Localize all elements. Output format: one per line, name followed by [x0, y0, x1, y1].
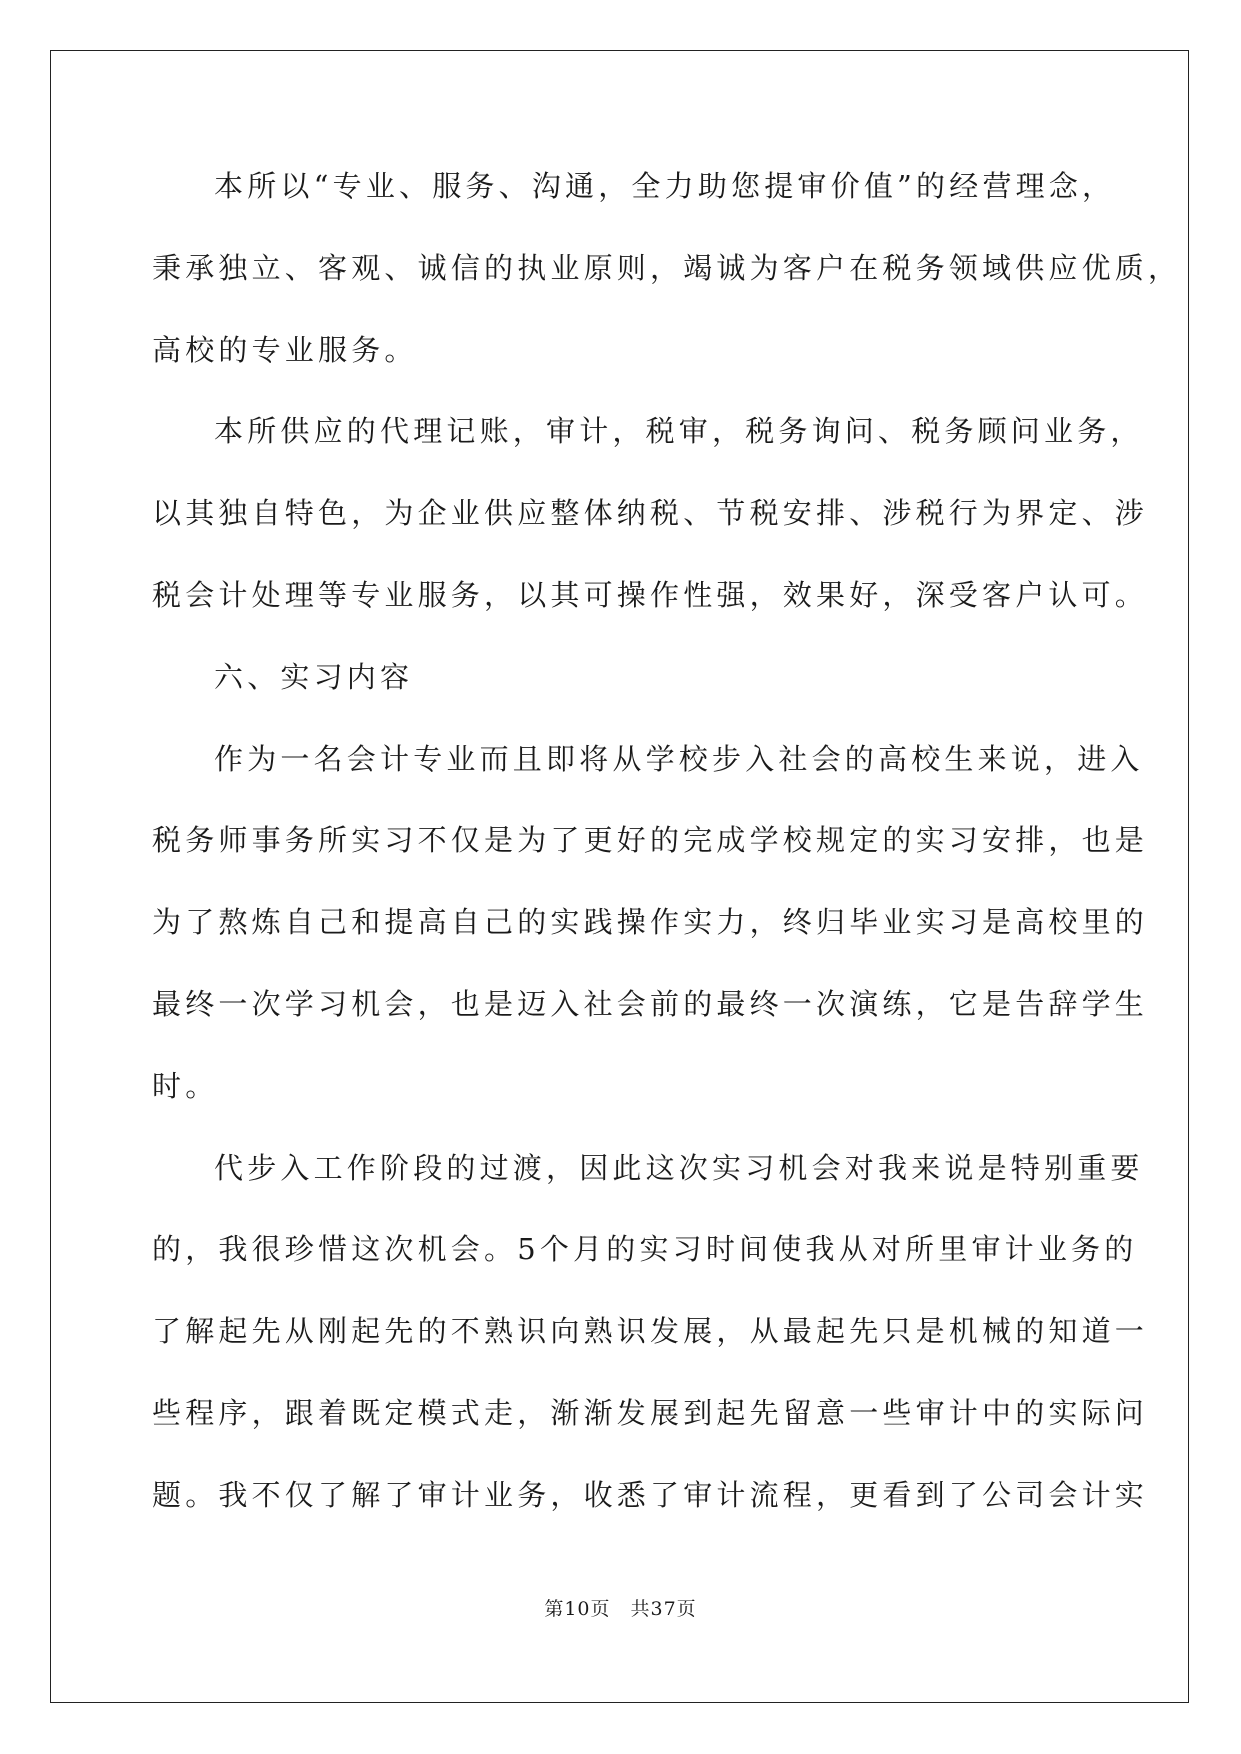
- paragraph-line: 的，我很珍惜这次机会。5个月的实习时间使我从对所里审计业务的: [152, 1232, 1138, 1267]
- paragraph-line: 些程序，跟着既定模式走，渐渐发展到起先留意一些审计中的实际问: [152, 1395, 1149, 1430]
- paragraph-line: 税务师事务所实习不仅是为了更好的完成学校规定的实习安排，也是: [152, 823, 1149, 858]
- paragraph-line: 为了熬炼自己和提高自己的实践操作实力，终归毕业实习是高校里的: [152, 905, 1149, 940]
- paragraph-line: 最终一次学习机会，也是迈入社会前的最终一次演练，它是告辞学生: [152, 986, 1149, 1021]
- paragraph-line: 高校的专业服务。: [152, 332, 418, 367]
- page-number-footer: 第10页 共37页: [544, 1598, 697, 1620]
- section-heading: 六、实习内容: [214, 659, 414, 694]
- paragraph-line: 秉承独立、客观、诚信的执业原则，竭诚为客户在税务领域供应优质，: [152, 250, 1182, 285]
- paragraph-line: 作为一名会计专业而且即将从学校步入社会的高校生来说，进入: [214, 741, 1144, 776]
- paragraph-line: 本所供应的代理记账，审计，税审，税务询问、税务顾问业务，: [214, 414, 1144, 449]
- document-body: [152, 165, 1182, 1556]
- paragraph-line: 代步入工作阶段的过渡，因此这次实习机会对我来说是特别重要: [214, 1150, 1144, 1185]
- paragraph-line: 税会计处理等专业服务，以其可操作性强，效果好，深受客户认可。: [152, 577, 1149, 612]
- paragraph-line: 本所以“专业、服务、沟通，全力助您提审价值”的经营理念，: [214, 169, 1116, 203]
- paragraph-line: 题。我不仅了解了审计业务，收悉了审计流程，更看到了公司会计实: [152, 1477, 1149, 1512]
- paragraph-line: 了解起先从刚起先的不熟识向熟识发展，从最起先只是机械的知道一: [152, 1314, 1149, 1349]
- paragraph-line: 时。: [152, 1068, 219, 1103]
- paragraph-line: 以其独自特色，为企业供应整体纳税、节税安排、涉税行为界定、涉: [152, 496, 1149, 531]
